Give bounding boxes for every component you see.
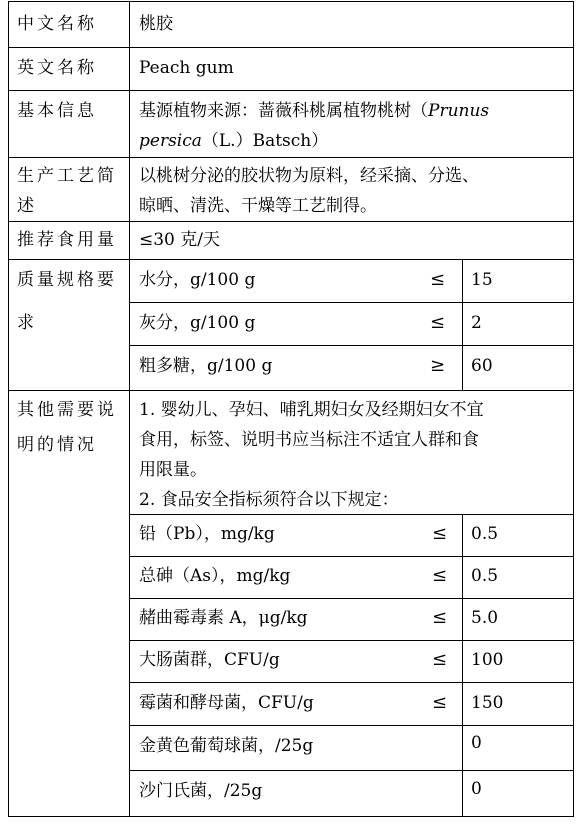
basic-info-label: 基本信息: [17, 101, 97, 121]
note1-line2: 食用，标签、说明书应当标注不适宜人群和食: [139, 430, 479, 450]
quality-item-name: 粗多糖，g/100 g: [139, 356, 273, 376]
safety-item-value: 0.5: [471, 566, 499, 586]
safety-item-value: 100: [471, 650, 504, 670]
safety-item-value: 5.0: [471, 608, 499, 628]
safety-item-op: ≤: [432, 523, 448, 544]
safety-item-value: 0: [471, 779, 482, 799]
latin-author: （L.）Batsch）: [201, 131, 329, 151]
safety-item-name: 总砷（As），mg/kg: [139, 566, 291, 586]
latin-species: persica: [139, 131, 202, 151]
safety-item-name: 大肠菌群，CFU/g: [139, 650, 280, 670]
note1-line1: 1. 婴幼儿、孕妇、哺乳期妇女及经期妇女不宜: [139, 400, 484, 420]
quality-item-name: 水分，g/100 g: [139, 270, 256, 290]
process-line1: 以桃树分泌的胶状物为原料，经采摘、分选、: [139, 166, 479, 186]
safety-item-name: 霉菌和酵母菌，CFU/g: [139, 693, 314, 713]
quality-item-value: 2: [471, 313, 482, 333]
cn-name-value: 桃胶: [139, 14, 173, 34]
quality-item-value: 60: [471, 356, 493, 376]
latin-genus: Prunus: [428, 101, 490, 121]
cn-name-label: 中文名称: [17, 14, 97, 34]
quality-label-line2: 求: [17, 313, 37, 333]
dosage-value: ≤30 克/天: [139, 230, 221, 250]
safety-item-value: 150: [471, 693, 504, 713]
quality-label-line1: 质量规格要: [17, 270, 117, 290]
safety-item-op: ≤: [432, 565, 448, 586]
other-label-line1: 其他需要说: [17, 400, 117, 420]
quality-item-op: ≤: [430, 312, 446, 333]
quality-item-name: 灰分，g/100 g: [139, 313, 256, 333]
other-label-line2: 明的情况: [17, 435, 97, 455]
process-line2: 晾晒、清洗、干燥等工艺制得。: [139, 196, 377, 216]
safety-item-op: ≤: [432, 692, 448, 713]
safety-item-op: ≤: [432, 649, 448, 670]
basic-info-line1-text: 基源植物来源：蔷薇科桃属植物桃树（: [139, 101, 428, 121]
safety-item-name: 金黄色葡萄球菌，/25g: [139, 736, 314, 756]
quality-item-op: ≤: [430, 269, 446, 290]
safety-item-value: 0.5: [471, 524, 499, 544]
note2: 2. 食品安全指标须符合以下规定：: [139, 490, 399, 510]
safety-item-name: 铅（Pb），mg/kg: [139, 524, 275, 544]
basic-info-line2: [139, 126, 328, 156]
note1-line3: 用限量。: [139, 460, 207, 480]
safety-item-name: 赭曲霉毒素 A，μg/kg: [139, 608, 308, 628]
dosage-label: 推荐食用量: [17, 230, 117, 250]
safety-item-value: 0: [471, 733, 482, 753]
safety-item-op: ≤: [432, 607, 448, 628]
process-label-line2: 述: [17, 196, 37, 216]
quality-item-value: 15: [471, 270, 493, 290]
quality-item-op: ≥: [430, 355, 446, 376]
en-name-value: Peach gum: [139, 58, 234, 78]
basic-info-line1: [139, 96, 489, 126]
en-name-label: 英文名称: [17, 58, 97, 78]
safety-item-name: 沙门氏菌，/25g: [139, 781, 263, 801]
process-label-line1: 生产工艺简: [17, 166, 117, 186]
